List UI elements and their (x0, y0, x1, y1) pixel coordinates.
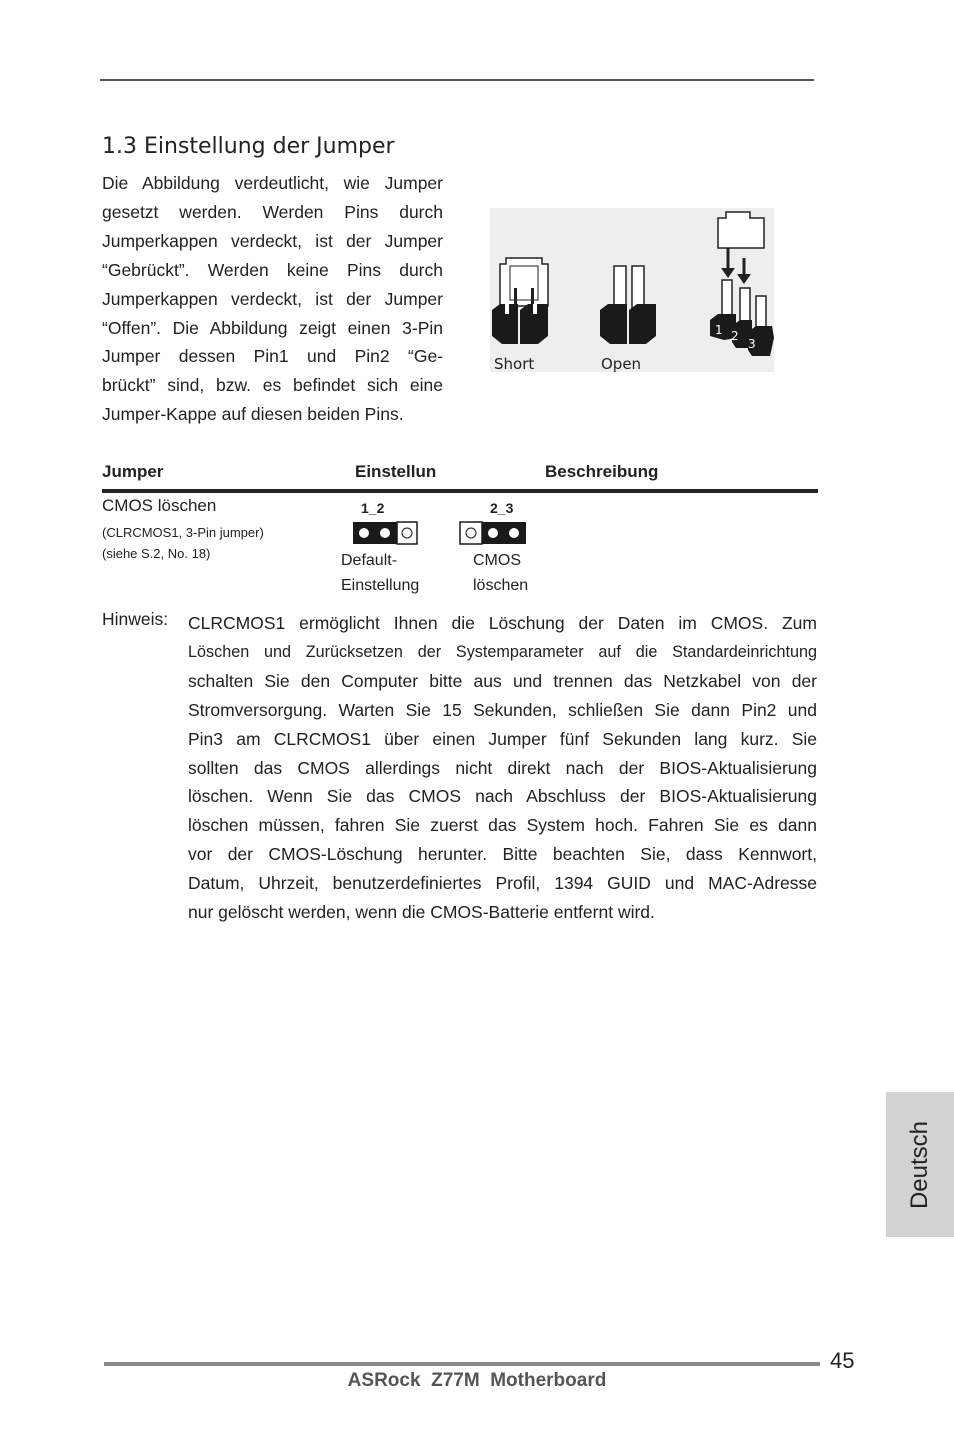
intro-line: “Offen”. Die Abbildung zeigt einen 3-Pin (102, 317, 443, 338)
caption-line: Default- (341, 552, 398, 569)
language-tab-label: Deutsch (906, 1120, 933, 1209)
note-line: vor der CMOS-Löschung herunter. Bitte beachten Sie, dass Kennwort, (188, 844, 817, 865)
caption-line: löschen (473, 577, 529, 594)
intro-line: Jumper dessen Pin1 und Pin2 “Ge- (102, 346, 443, 367)
note-line: nur gelöscht werden, wenn die CMOS-Batterie entfernt wird. (188, 902, 655, 923)
open-jumper-icon (600, 266, 656, 344)
jumper-reference: (siehe S.2, No. 18) (102, 546, 211, 561)
setting-1-2-caption (341, 548, 419, 598)
footer-text (0, 1370, 954, 1392)
intro-line: Jumper-Kappe auf diesen beiden Pins. (102, 404, 404, 425)
setting-2-3-label: 2_3 (490, 500, 514, 516)
intro-line: Die Abbildung verdeutlicht, wie Jumper (102, 173, 443, 193)
note-line: schalten Sie den Computer bitte aus und trennen das Netzkabel von der (188, 670, 817, 691)
intro-line: Jumperkappen verdeckt, ist der Jumper (102, 230, 443, 251)
intro-paragraph (102, 169, 443, 429)
pin-number: 3 (748, 337, 756, 351)
jumper-setting-2-3-icon (459, 520, 527, 546)
jumper-illustration-svg (490, 208, 774, 372)
intro-line: brückt” sind, bzw. es befindet sich eine (102, 375, 443, 396)
bottom-rule (104, 1362, 820, 1366)
table-header-jumper: Jumper (102, 462, 164, 481)
note-line: löschen müssen, fahren Sie zuerst das System hoch. Fahren Sie es dann (188, 815, 817, 836)
section-title: 1.3 Einstellung der Jumper (102, 134, 395, 159)
language-tab (886, 1092, 954, 1237)
note-text (188, 609, 817, 927)
short-label: Short (494, 355, 535, 372)
note-line: Datum, Uhrzeit, benutzerdefiniertes Profil, 1394 GUID und MAC-Adresse (188, 873, 817, 894)
table-header-description: Beschreibung (545, 462, 659, 481)
pin-number: 1 (715, 323, 723, 337)
intro-line: Jumperkappen verdeckt, ist der Jumper (102, 288, 443, 309)
note-label: Hinweis: (102, 609, 169, 629)
note-line: sollten das CMOS allerdings nicht direkt nach der BIOS-Aktualisierung (188, 757, 817, 778)
note-line: Stromversorgung. Warten Sie 15 Sekunden, schließen Sie dann Pin2 und (188, 699, 817, 720)
footer-product: ASRock Z77M Motherboard (347, 1370, 607, 1391)
note-line: löschen. Wenn Sie das CMOS nach Abschluss der BIOS-Aktualisierung (188, 786, 817, 807)
table-header-setting: Einstellun (355, 462, 437, 481)
caption-line: CMOS (473, 552, 521, 569)
open-label: Open (601, 355, 642, 372)
note-line: CLRCMOS1 ermöglicht Ihnen die Löschung der Daten im CMOS. Zum (188, 613, 817, 633)
jumper-designation: (CLRCMOS1, 3-Pin jumper) (102, 525, 264, 540)
short-jumper-icon (492, 258, 548, 344)
note-line: Pin3 am CLRCMOS1 über einen Jumper fünf Sekunden lang kurz. Sie (188, 728, 817, 749)
note-line: Löschen und Zurücksetzen der Systemparameter auf die Standardeinrichtung (188, 642, 817, 661)
intro-line: gesetzt werden. Werden Pins durch (102, 201, 443, 222)
jumper-setting-1-2-icon (352, 520, 418, 546)
top-rule (100, 79, 814, 81)
pin-number: 2 (731, 329, 739, 343)
three-pin-jumper-icon (710, 212, 774, 356)
caption-line: Einstellung (341, 577, 420, 594)
jumper-name: CMOS löschen (102, 496, 217, 515)
jumper-illustration (490, 208, 774, 372)
page-number: 45 (830, 1348, 855, 1373)
intro-line: “Gebrückt”. Werden keine Pins durch (102, 259, 443, 280)
setting-2-3-caption (473, 548, 528, 598)
setting-1-2-label: 1_2 (361, 500, 385, 516)
table-header-rule (102, 489, 818, 493)
